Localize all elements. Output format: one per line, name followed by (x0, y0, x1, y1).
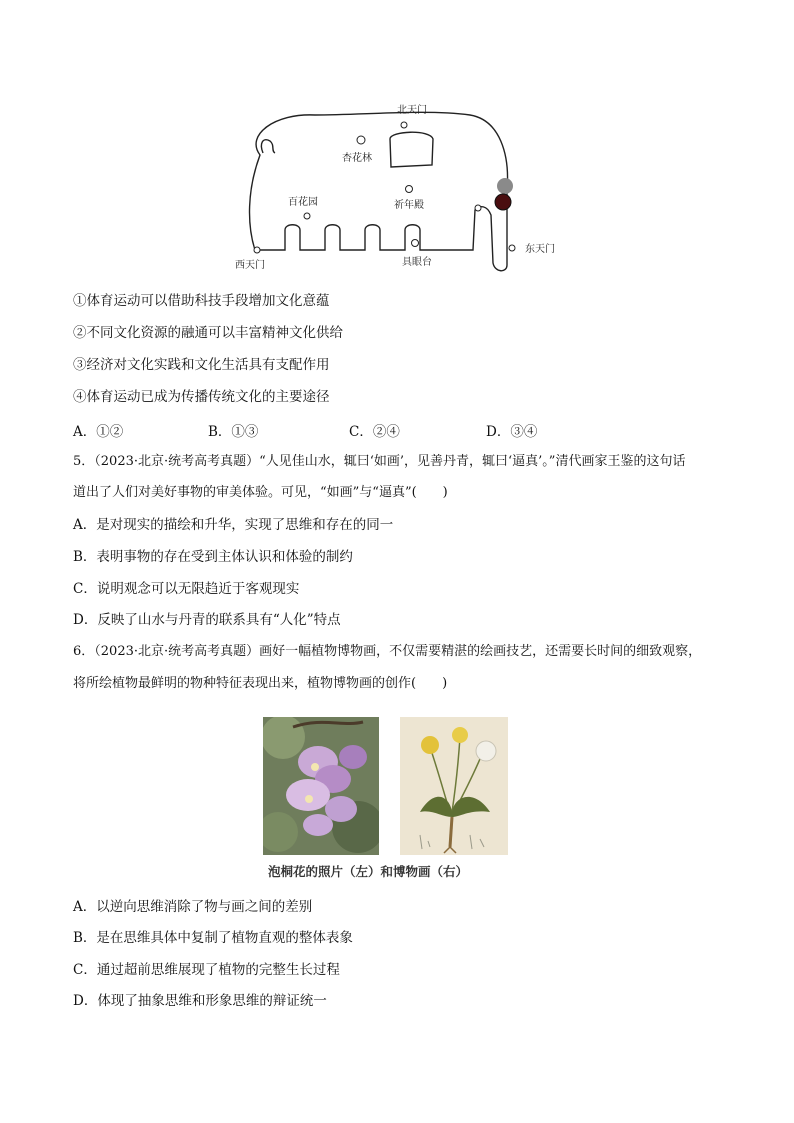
paulownia-photo (263, 717, 379, 855)
q5-option-b[interactable]: B．表明事物的存在受到主体认识和体验的制约 (73, 549, 353, 565)
q4-option-d[interactable]: D．③④ (486, 424, 538, 440)
apricot-grove-marker (357, 136, 365, 144)
label-qiannian-hall: 祈年殿 (394, 200, 424, 211)
baihua-garden-marker (304, 213, 310, 219)
statement-1: ①体育运动可以借助科技手段增加文化意蕴 (73, 293, 330, 309)
north-gate-marker (401, 122, 407, 128)
label-juyan-terrace: 具眼台 (402, 257, 432, 268)
statement-4: ④体育运动已成为传播传统文化的主要途径 (73, 389, 330, 405)
north-area-outline (390, 132, 433, 167)
q5-option-c[interactable]: C．说明观念可以无限趋近于客观现实 (73, 581, 300, 597)
botanical-painting-drawing (400, 717, 508, 855)
juyan-terrace-marker (412, 240, 419, 247)
west-gate-marker (254, 247, 260, 253)
label-baihua-garden: 百花园 (288, 197, 318, 208)
statement-2: ②不同文化资源的融通可以丰富精神文化供给 (73, 325, 343, 341)
dark-red-dot (495, 194, 511, 210)
label-east-gate: 东天门 (525, 244, 555, 255)
trunk-marker (475, 205, 481, 211)
q6-option-c[interactable]: C．通过超前思维展现了植物的完整生长过程 (73, 962, 340, 978)
q5-option-a[interactable]: A．是对现实的描绘和升华，实现了思维和存在的同一 (73, 517, 394, 533)
qiannian-hall-marker (406, 186, 413, 193)
q6-option-a[interactable]: A．以逆向思维消除了物与画之间的差别 (73, 899, 313, 915)
paulownia-photo-drawing (263, 717, 379, 855)
figure-caption: 泡桐花的照片（左）和博物画（右） (268, 864, 469, 879)
east-gate-marker (509, 245, 515, 251)
q6-option-b[interactable]: B．是在思维具体中复制了植物直观的整体表象 (73, 930, 353, 946)
q5-stem-line-1: 5．（2023·北京·统考高考真题）“人见佳山水，辄曰‘如画’，见善丹青，辄曰‘逼真’。”清代画家王鉴的这句话 (73, 454, 686, 469)
label-north-gate: 北天门 (397, 105, 427, 116)
q6-stem-line-2: 将所绘植物最鲜明的物种特征表现出来，植物博物画的创作( ) (73, 676, 448, 691)
elephant-outline (250, 112, 508, 270)
q4-option-b[interactable]: B．①③ (208, 424, 259, 440)
elephant-route-map (225, 95, 585, 280)
q4-option-c[interactable]: C．②④ (349, 424, 400, 440)
botanical-painting (400, 717, 508, 855)
label-apricot-grove: 杏花林 (342, 153, 372, 164)
elephant-tail (261, 140, 275, 153)
statement-3: ③经济对文化实践和文化生活具有支配作用 (73, 357, 330, 373)
gray-dot (497, 178, 513, 194)
q4-option-a[interactable]: A．①② (73, 424, 124, 440)
q6-stem-line-1: 6．（2023·北京·统考高考真题）画好一幅植物博物画，不仅需要精湛的绘画技艺，还需要长时间的细致观察， (73, 644, 702, 659)
q5-option-d[interactable]: D．反映了山水与丹青的联系具有“人化”特点 (73, 612, 341, 628)
label-west-gate: 西天门 (235, 260, 265, 271)
route-map-drawing (225, 95, 585, 280)
q6-option-d[interactable]: D．体现了抽象思维和形象思维的辩证统一 (73, 993, 327, 1009)
q5-stem-line-2: 道出了人们对美好事物的审美体验。可见，“如画”与“逼真”( ) (73, 485, 448, 500)
